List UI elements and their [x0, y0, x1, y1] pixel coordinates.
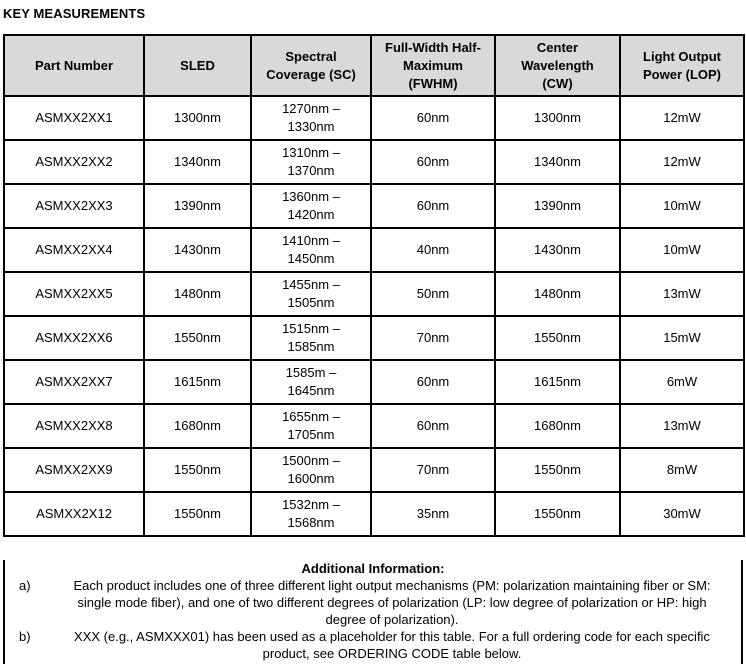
cell-text: 1430nm	[174, 242, 221, 257]
cell-text: ASMXX2XX7	[35, 374, 113, 389]
cell-light-output-power	[620, 360, 744, 404]
header-line: (CW)	[542, 75, 573, 91]
note-line: product, see ORDERING CODE table below.	[262, 646, 522, 661]
cell-text: 13mW	[663, 418, 701, 433]
cell-spectral-coverage	[251, 492, 371, 536]
note-line: Each product includes one of three different light output mechanisms (PM: polarization maintaining fiber or SM:	[73, 578, 711, 593]
cell-spectral-coverage	[251, 360, 371, 404]
cell-text: 60nm	[416, 418, 450, 433]
cell-text: 1550nm	[534, 506, 581, 521]
cell-light-output-power	[620, 448, 744, 492]
cell-sled	[144, 272, 251, 316]
cell-sled	[144, 404, 251, 448]
header-sled	[144, 35, 251, 96]
table-row	[4, 492, 744, 536]
note-item	[5, 628, 741, 662]
cell-fwhm	[371, 140, 495, 184]
cell-text: 1585nm	[287, 339, 335, 354]
table-row	[4, 96, 744, 140]
cell-text: 1550nm	[174, 330, 221, 345]
table-row	[4, 228, 744, 272]
table-header-row	[4, 35, 744, 96]
note-text	[49, 577, 741, 628]
cell-text: 10mW	[663, 242, 701, 257]
cell-fwhm	[371, 184, 495, 228]
cell-part-number	[4, 316, 144, 360]
header-line: Spectral	[285, 48, 337, 64]
cell-fwhm	[371, 448, 495, 492]
cell-text: 70nm	[416, 330, 450, 345]
cell-text: 1340nm	[174, 154, 221, 169]
cell-spectral-coverage	[251, 316, 371, 360]
header-line: Wavelength	[521, 57, 594, 73]
header-line: Light Output	[643, 48, 721, 64]
cell-text: 1340nm	[534, 154, 581, 169]
section-title: KEY MEASUREMENTS	[3, 6, 146, 21]
note-line: degree of polarization).	[325, 612, 459, 627]
cell-fwhm	[371, 272, 495, 316]
cell-spectral-coverage	[251, 96, 371, 140]
header-line: Coverage (SC)	[266, 66, 356, 82]
cell-text: ASMXX2X12	[36, 506, 112, 521]
cell-text: 60nm	[416, 198, 450, 213]
cell-sled	[144, 316, 251, 360]
cell-fwhm	[371, 360, 495, 404]
cell-text: 1645nm	[287, 383, 335, 398]
cell-light-output-power	[620, 140, 744, 184]
cell-text: 1270nm –	[282, 101, 340, 116]
cell-light-output-power	[620, 96, 744, 140]
cell-fwhm	[371, 492, 495, 536]
cell-text: 1480nm	[174, 286, 221, 301]
cell-fwhm	[371, 316, 495, 360]
cell-text: 30mW	[663, 506, 701, 521]
cell-text: 1455nm –	[282, 277, 340, 292]
table-row	[4, 184, 744, 228]
cell-sled	[144, 360, 251, 404]
cell-part-number	[4, 140, 144, 184]
cell-spectral-coverage	[251, 404, 371, 448]
cell-part-number	[4, 448, 144, 492]
cell-light-output-power	[620, 492, 744, 536]
cell-text: 15mW	[663, 330, 701, 345]
header-line: Center	[536, 39, 579, 55]
cell-text: 1480nm	[534, 286, 581, 301]
cell-text: 70nm	[416, 462, 450, 477]
cell-sled	[144, 228, 251, 272]
cell-text: 1680nm	[174, 418, 221, 433]
cell-text: 1505nm	[287, 295, 335, 310]
cell-part-number	[4, 184, 144, 228]
cell-text: 60nm	[416, 154, 450, 169]
cell-text: 1615nm	[174, 374, 221, 389]
cell-sled	[144, 140, 251, 184]
note-letter: a)	[19, 578, 31, 593]
table-row	[4, 360, 744, 404]
cell-sled	[144, 448, 251, 492]
cell-text: 1410nm –	[282, 233, 340, 248]
cell-center-wavelength	[495, 404, 620, 448]
cell-light-output-power	[620, 316, 744, 360]
cell-text: 1390nm	[534, 198, 581, 213]
table-row	[4, 448, 744, 492]
cell-light-output-power	[620, 272, 744, 316]
cell-text: 1420nm	[287, 207, 335, 222]
note-line: single mode fiber), and one of two different degrees of polarization (LP: low degree of polarization or HP: high	[77, 595, 707, 610]
table-row	[4, 140, 744, 184]
note-letter: b)	[19, 629, 31, 644]
cell-text: 1360nm –	[282, 189, 340, 204]
cell-text: 12mW	[663, 110, 701, 125]
cell-text: 13mW	[663, 286, 701, 301]
cell-center-wavelength	[495, 228, 620, 272]
cell-text: ASMXX2XX2	[35, 154, 113, 169]
cell-part-number	[4, 272, 144, 316]
note-item	[5, 577, 741, 628]
cell-text: 60nm	[416, 374, 450, 389]
cell-fwhm	[371, 228, 495, 272]
cell-text: 1585m –	[285, 365, 337, 380]
header-line: SLED	[180, 57, 215, 73]
cell-spectral-coverage	[251, 140, 371, 184]
cell-part-number	[4, 492, 144, 536]
cell-fwhm	[371, 404, 495, 448]
cell-part-number	[4, 96, 144, 140]
notes-title: Additional Information:	[301, 561, 445, 576]
cell-text: ASMXX2XX9	[35, 462, 113, 477]
cell-center-wavelength	[495, 448, 620, 492]
cell-sled	[144, 492, 251, 536]
cell-spectral-coverage	[251, 184, 371, 228]
header-line: Power (LOP)	[642, 66, 721, 82]
cell-text: 1330nm	[287, 119, 335, 134]
key-measurements-table	[3, 34, 745, 537]
header-light-output-power	[620, 35, 744, 96]
cell-spectral-coverage	[251, 272, 371, 316]
cell-center-wavelength	[495, 184, 620, 228]
cell-text: 6mW	[666, 374, 698, 389]
header-part-number	[4, 35, 144, 96]
header-line: Maximum	[403, 57, 463, 73]
cell-text: ASMXX2XX6	[35, 330, 113, 345]
cell-text: 40nm	[416, 242, 450, 257]
cell-text: ASMXX2XX4	[35, 242, 113, 257]
cell-text: ASMXX2XX3	[35, 198, 113, 213]
notes-list	[5, 577, 741, 662]
cell-sled	[144, 184, 251, 228]
table-row	[4, 404, 744, 448]
cell-center-wavelength	[495, 316, 620, 360]
additional-information	[3, 560, 743, 664]
cell-sled	[144, 96, 251, 140]
cell-text: 8mW	[666, 462, 698, 477]
cell-part-number	[4, 360, 144, 404]
header-spectral-coverage	[251, 35, 371, 96]
cell-text: 1550nm	[534, 330, 581, 345]
table-row	[4, 316, 744, 360]
cell-text: 1500nm –	[282, 453, 340, 468]
cell-text: 1300nm	[534, 110, 581, 125]
cell-text: 1600nm	[287, 471, 335, 486]
cell-text: ASMXX2XX8	[35, 418, 113, 433]
cell-spectral-coverage	[251, 228, 371, 272]
cell-text: 1550nm	[534, 462, 581, 477]
cell-text: 35nm	[416, 506, 450, 521]
cell-light-output-power	[620, 404, 744, 448]
cell-center-wavelength	[495, 492, 620, 536]
cell-text: 1300nm	[174, 110, 221, 125]
cell-text: 1615nm	[534, 374, 581, 389]
cell-text: 1450nm	[287, 251, 335, 266]
note-line: XXX (e.g., ASMXXX01) has been used as a placeholder for this table. For a full ordering code for each specific	[74, 629, 710, 644]
cell-text: 1550nm	[174, 506, 221, 521]
cell-text: 1550nm	[174, 462, 221, 477]
cell-center-wavelength	[495, 360, 620, 404]
cell-text: 1532nm –	[282, 497, 340, 512]
cell-text: 10mW	[663, 198, 701, 213]
cell-text: 1390nm	[174, 198, 221, 213]
cell-part-number	[4, 228, 144, 272]
header-fwhm	[371, 35, 495, 96]
cell-center-wavelength	[495, 272, 620, 316]
cell-text: 1310nm –	[282, 145, 340, 160]
cell-text: ASMXX2XX5	[35, 286, 113, 301]
cell-light-output-power	[620, 228, 744, 272]
header-line: (FWHM)	[408, 75, 458, 91]
cell-text: 1370nm	[287, 163, 335, 178]
cell-spectral-coverage	[251, 448, 371, 492]
cell-light-output-power	[620, 184, 744, 228]
cell-text: 60nm	[416, 110, 450, 125]
cell-text: 50nm	[416, 286, 450, 301]
cell-text: 1655nm –	[282, 409, 340, 424]
header-line: Full-Width Half-	[385, 39, 481, 55]
cell-fwhm	[371, 96, 495, 140]
cell-text: ASMXX2XX1	[35, 110, 113, 125]
cell-text: 1430nm	[534, 242, 581, 257]
cell-center-wavelength	[495, 96, 620, 140]
table-row	[4, 272, 744, 316]
note-text	[49, 628, 741, 662]
cell-text: 12mW	[663, 154, 701, 169]
header-line: Part Number	[34, 57, 114, 73]
cell-text: 1515nm –	[282, 321, 340, 336]
cell-text: 1705nm	[287, 427, 335, 442]
header-center-wavelength	[495, 35, 620, 96]
cell-center-wavelength	[495, 140, 620, 184]
cell-text: 1568nm	[287, 515, 335, 530]
cell-text: 1680nm	[534, 418, 581, 433]
table-body	[4, 96, 744, 536]
cell-part-number	[4, 404, 144, 448]
